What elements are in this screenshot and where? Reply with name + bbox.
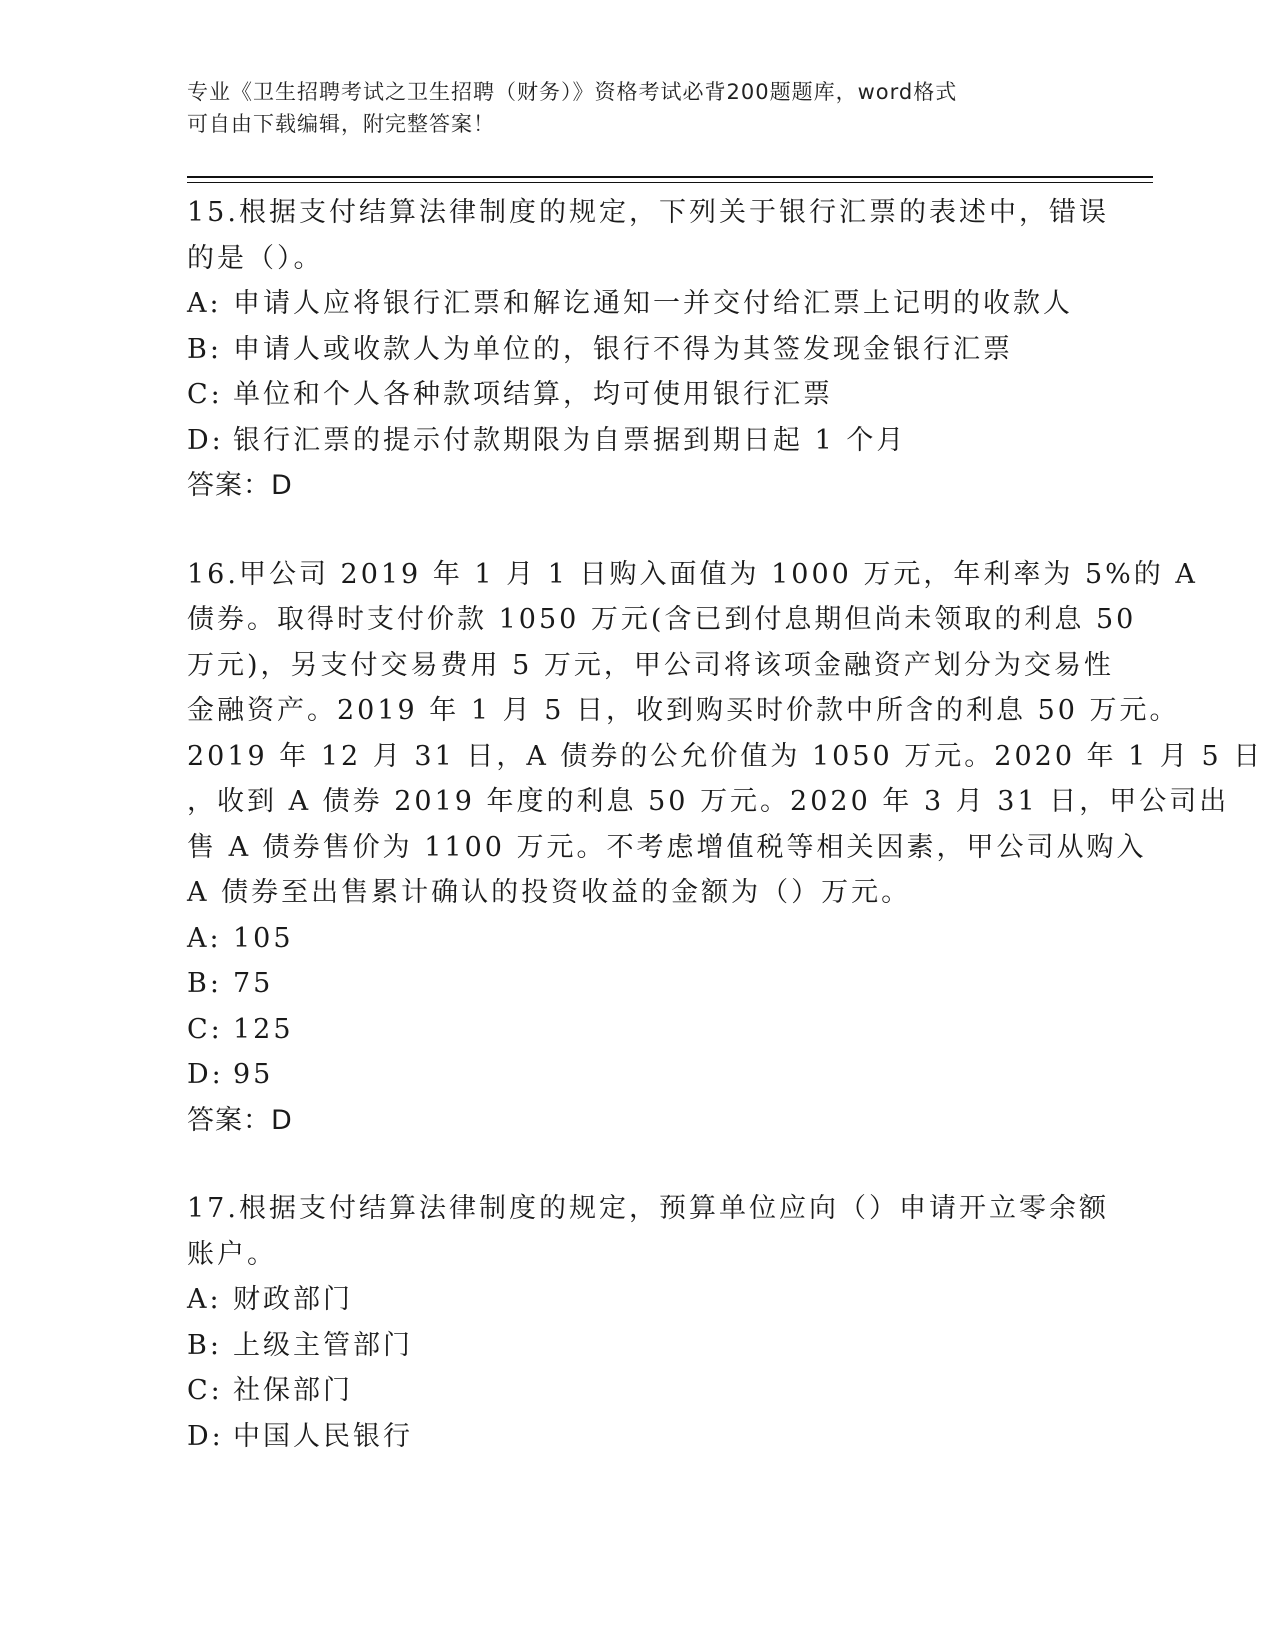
option-key: A: xyxy=(187,922,222,954)
question-stem-line: 15.根据支付结算法律制度的规定，下列关于银行汇票的表述中，错误 xyxy=(187,197,1109,228)
option-text: 银行汇票的提示付款期限为自票据到期日起 1 个月 xyxy=(233,424,907,456)
option-b xyxy=(187,327,1087,373)
question-stem-line: 的是（）。 xyxy=(187,242,324,274)
option-text: 75 xyxy=(233,968,274,999)
option-text: 申请人或收款人为单位的，银行不得为其签发现金银行汇票 xyxy=(233,333,1013,365)
question-stem-line: ，收到 A 债券 2019 年度的利息 50 万元。2020 年 3 月 31 日，甲公司出 xyxy=(187,786,1230,817)
answer-line: 答案：D xyxy=(187,470,293,501)
option-text: 社保部门 xyxy=(233,1375,353,1406)
question-spacer xyxy=(187,509,1087,552)
option-d xyxy=(187,418,1087,464)
option-text: 125 xyxy=(233,1013,294,1045)
question-stem-line: 17.根据支付结算法律制度的规定，预算单位应向（）申请开立零余额 xyxy=(187,1193,1109,1224)
question-stem-line: 售 A 债券售价为 1100 万元。不考虑增值税等相关因素，甲公司从购入 xyxy=(187,831,1147,863)
option-key: C: xyxy=(187,379,223,410)
question-stem-line: A 债券至出售累计确认的投资收益的金额为（）万元。 xyxy=(187,877,912,908)
question-stem-line: 债券。取得时支付价款 1050 万元(含已到付息期但尚未领取的利息 50 xyxy=(187,604,1137,635)
option-key: D: xyxy=(187,1420,224,1452)
option-d xyxy=(187,1052,1087,1098)
header-rule-thick xyxy=(187,176,1153,178)
option-c xyxy=(187,1368,1087,1414)
question-stem-line: 金融资产。2019 年 1 月 5 日，收到购买时价款中所含的利息 50 万元。 xyxy=(187,695,1180,726)
question-stem-line: 万元)，另支付交易费用 5 万元，甲公司将该项金融资产划分为交易性 xyxy=(187,649,1114,681)
option-a xyxy=(187,1277,1087,1323)
question-stem-line: 账户。 xyxy=(187,1238,277,1270)
option-key: D: xyxy=(187,424,224,456)
question-list xyxy=(187,190,1264,1459)
option-key: B: xyxy=(187,333,222,365)
question-17 xyxy=(187,1186,1109,1459)
option-a xyxy=(187,916,1087,962)
option-text: 财政部门 xyxy=(233,1284,353,1315)
option-a xyxy=(187,281,1087,327)
option-c xyxy=(187,372,1087,418)
option-c xyxy=(187,1007,1087,1053)
option-text: 95 xyxy=(233,1059,274,1090)
option-b xyxy=(187,1323,1087,1369)
option-text: 105 xyxy=(233,922,294,954)
option-text: 申请人应将银行汇票和解讫通知一并交付给汇票上记明的收款人 xyxy=(233,288,1073,319)
question-spacer xyxy=(187,1143,1087,1186)
header-line-2: 可自由下载编辑，附完整答案！ xyxy=(187,112,495,136)
option-key: C: xyxy=(187,1013,223,1045)
header-rule-thin xyxy=(187,182,1153,183)
answer-line: 答案：D xyxy=(187,1104,293,1136)
question-stem-line: 16.甲公司 2019 年 1 月 1 日购入面值为 1000 万元，年利率为 5%的 A xyxy=(187,558,1198,590)
option-d xyxy=(187,1414,1087,1460)
option-key: A: xyxy=(187,288,222,319)
header-line-1: 专业《卫生招聘考试之卫生招聘（财务）》资格考试必背200题题库，word格式 xyxy=(187,80,958,104)
option-key: B: xyxy=(187,1329,222,1361)
option-key: B: xyxy=(187,968,222,999)
option-b xyxy=(187,961,1087,1007)
page-header xyxy=(187,76,1067,140)
option-text: 单位和个人各种款项结算，均可使用银行汇票 xyxy=(233,379,833,410)
option-text: 中国人民银行 xyxy=(233,1420,413,1452)
option-key: D: xyxy=(187,1059,224,1090)
option-key: A: xyxy=(187,1284,222,1315)
question-16 xyxy=(187,552,1264,1144)
question-stem-line: 2019 年 12 月 31 日，A 债券的公允价值为 1050 万元。2020 年 1 月 5 日 xyxy=(187,740,1264,772)
option-key: C: xyxy=(187,1375,223,1406)
option-text: 上级主管部门 xyxy=(233,1329,413,1361)
question-15 xyxy=(187,190,1109,509)
